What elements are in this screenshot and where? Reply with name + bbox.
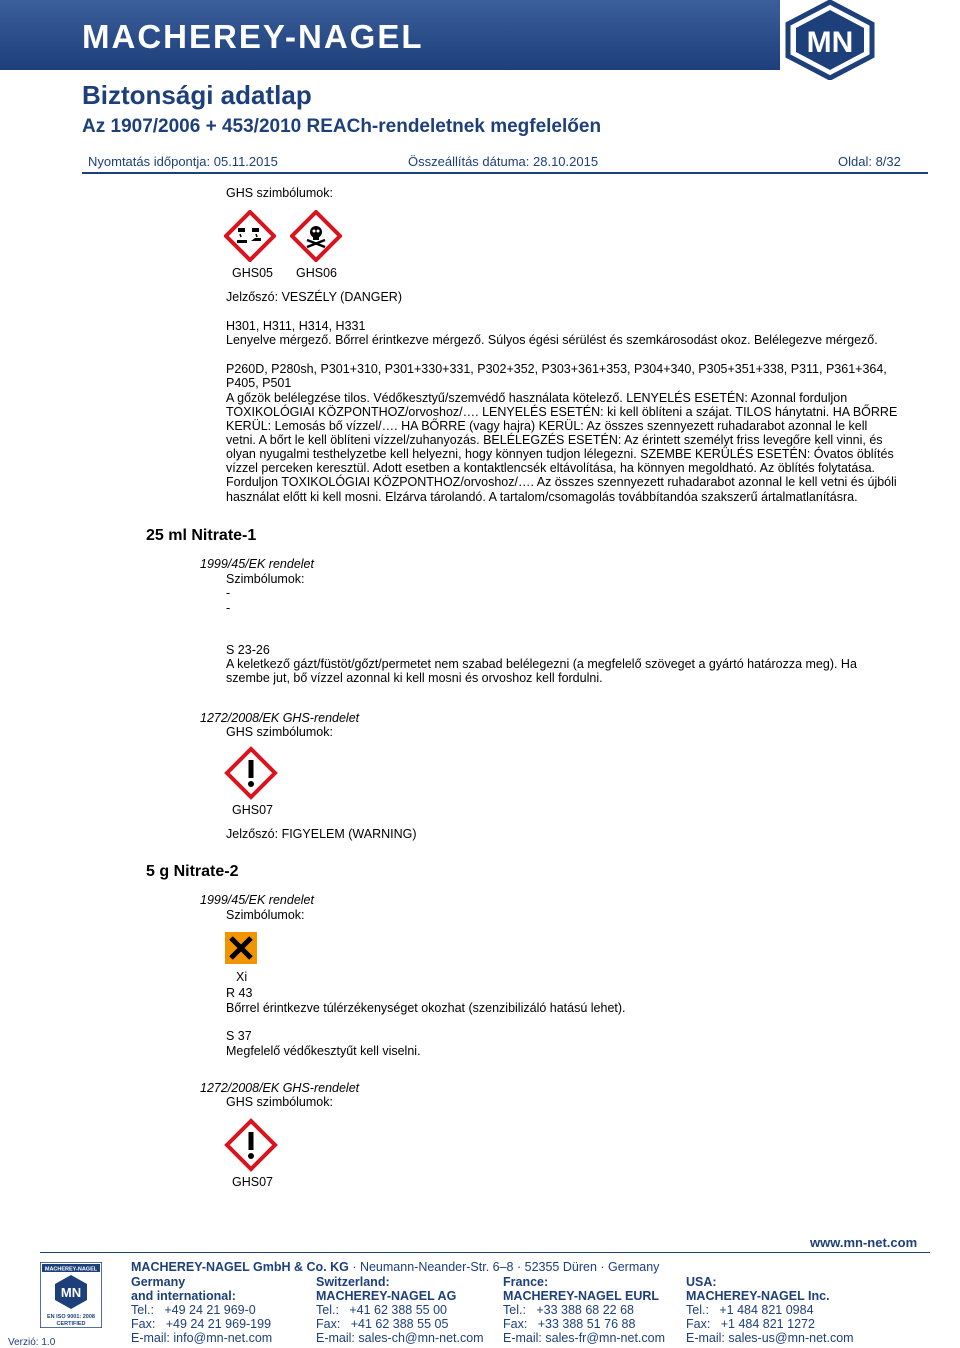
website: www.mn-net.com: [810, 1235, 918, 1250]
safety-text: Megfelelő védőkesztyűt kell viselni.: [226, 1044, 421, 1058]
phone: Tel.: +41 62 388 55 00: [316, 1303, 448, 1317]
safety-codes: S 23-26: [226, 643, 270, 657]
email: E-mail: info@mn-net.com: [131, 1331, 273, 1345]
pictogram-code: GHS07: [232, 1175, 273, 1189]
version: Verzió: 1.0: [8, 1337, 56, 1348]
email: E-mail: sales-ch@mn-net.com: [316, 1331, 484, 1345]
precaution-text-line: vízzel perceken keresztül. Adott esetben a kontaktlencsék eltávolítása, ha könnyen megoldható. Az öblítés folytatása.: [226, 461, 875, 475]
column-heading: Germany: [131, 1275, 186, 1289]
symbols-label: Szimbólumok:: [226, 908, 305, 922]
ghs-symbols-label: GHS szimbólumok:: [226, 1095, 333, 1109]
precaution-codes: P405, P501: [226, 376, 292, 390]
symbols-label: Szimbólumok:: [226, 572, 305, 586]
print-date: Nyomtatás időpontja: 05.11.2015: [88, 154, 278, 169]
risk-text: Bőrrel érintkezve túlérzékenységet okozhat (szenzibilizáló hatású lehet).: [226, 1001, 626, 1015]
ghs-regulation: 1272/2008/EK GHS-rendelet: [200, 1081, 360, 1095]
cert-text: EN ISO 9001: 2008: [46, 1314, 96, 1320]
safety-code: S 37: [226, 1029, 252, 1043]
symbol-value: -: [226, 586, 231, 600]
precaution-codes: P260D, P280sh, P301+310, P301+330+331, P302+352, P303+361+353, P304+340, P305+351+338, P311, P361+364,: [226, 362, 887, 376]
fax: Fax: +49 24 21 969-199: [131, 1317, 272, 1331]
pictogram-code: GHS05: [232, 266, 273, 280]
cert-logo-text: MN: [60, 1285, 82, 1300]
page-number: Oldal: 8/32: [838, 154, 901, 169]
fax: Fax: +41 62 388 55 05: [316, 1317, 449, 1331]
product-name: 5 g Nitrate-2: [146, 863, 239, 880]
eu-regulation: 1999/45/EK rendelet: [200, 893, 314, 907]
column-heading: France:: [503, 1275, 549, 1289]
pictogram-code: GHS07: [232, 803, 273, 817]
column-subheading: MACHEREY-NAGEL EURL: [503, 1289, 660, 1303]
footer-divider: [40, 1252, 930, 1253]
product-name: 25 ml Nitrate-1: [146, 527, 257, 544]
precaution-text-line: olyan nyugalmi testhelyzetbe kell helyezni, hogy könnyen tudjon lélegezni. SZEMBE KERÜLÉS ESETÉN: Óvatos öblítés: [226, 447, 894, 461]
document-subtitle: Az 1907/2006 + 453/2010 REACh-rendeletnek megfelelően: [82, 116, 602, 137]
signal-word: Jelzőszó: VESZÉLY (DANGER): [226, 290, 402, 304]
email: E-mail: sales-us@mn-net.com: [686, 1331, 854, 1345]
logo-text: MN: [806, 26, 854, 59]
precaution-text-line: használat előtt ki kell mosni. Elzárva tárolandó. A tartalom/csomagolás továbbítandóa szakszerű ártalmatlanításra.: [226, 490, 858, 504]
exclamation-mark-icon: [224, 1118, 278, 1172]
safety-text: szembe jut, bő vízzel azonnal ki kell mosni és orvoshoz kell fordulni.: [226, 671, 603, 685]
column-subheading: MACHEREY-NAGEL Inc.: [686, 1289, 830, 1303]
eu-regulation: 1999/45/EK rendelet: [200, 557, 314, 571]
company-line: [131, 1260, 659, 1274]
pictogram-code: GHS06: [296, 266, 337, 280]
precaution-text-line: KERÜL: Lemosás bő vízzel/…. HA BŐRRE (vagy hajra) KERÜL: Az összes szennyezett ruhadarabot azonnal le kell: [226, 419, 868, 433]
hazard-statements: Lenyelve mérgező. Bőrrel érintkezve mérgező. Súlyos égési sérülést és szemkárosodást okoz. Belélegezve mérgező.: [226, 333, 878, 347]
signal-word: Jelzőszó: FIGYELEM (WARNING): [226, 827, 417, 841]
symbol-code: Xi: [236, 970, 248, 984]
ghs-regulation: 1272/2008/EK GHS-rendelet: [200, 711, 360, 725]
column-subheading: MACHEREY-NAGEL AG: [316, 1289, 457, 1303]
fax: Fax: +33 388 51 76 88: [503, 1317, 636, 1331]
precaution-text-line: A gőzök belélegzése tilos. Védőkesztyű/szemvédő használata kötelező. LENYELÉS ESETÉN: Azonnal forduljon: [226, 391, 848, 405]
irritant-x-icon: [225, 932, 257, 964]
phone: Tel.: +49 24 21 969-0: [131, 1303, 256, 1317]
brand-name: MACHEREY-NAGEL: [82, 18, 424, 55]
column-heading: USA:: [686, 1275, 717, 1289]
skull-crossbones-icon: [290, 210, 342, 262]
company-address: · Neumann-Neander-Str. 6–8 · 52355 Düren · Germany: [348, 1260, 660, 1274]
ghs-symbols-label: GHS szimbólumok:: [226, 186, 333, 200]
safety-text: A keletkező gázt/füstöt/gőzt/permetet nem szabad belélegezni (a megfelelő szöveget a gyártó határozza meg). Ha: [226, 657, 857, 671]
email: E-mail: sales-fr@mn-net.com: [503, 1331, 666, 1345]
cert-text: CERTIFIED: [56, 1321, 86, 1327]
column-heading: Switzerland:: [316, 1275, 390, 1289]
precaution-text-line: TOXIKOLÓGIAI KÖZPONTHOZ/orvoshoz/…. LENYELÉS ESETÉN: ki kell öblíteni a szájat. TILOS hánytatni. HA BŐRRE: [226, 405, 898, 419]
company-name: MACHEREY-NAGEL GmbH & Co. KG: [131, 1260, 349, 1274]
ghs-symbols-label: GHS szimbólumok:: [226, 725, 333, 739]
header-divider: [82, 172, 928, 174]
phone: Tel.: +1 484 821 0984: [686, 1303, 814, 1317]
risk-code: R 43: [226, 986, 253, 1000]
document-title: Biztonsági adatlap: [82, 80, 312, 110]
phone: Tel.: +33 388 68 22 68: [503, 1303, 635, 1317]
precaution-text-line: Forduljon TOXIKOLÓGIAI KÖZPONTHOZ/orvoshoz/…. Az összes szennyezett ruhadarabot azonnal le kell vetni és újbóli: [226, 475, 897, 489]
exclamation-mark-icon: [224, 746, 278, 800]
cert-brand: MACHEREY-NAGEL: [44, 1266, 98, 1273]
compile-date: Összeállítás dátuma: 28.10.2015: [408, 154, 599, 169]
fax: Fax: +1 484 821 1272: [686, 1317, 815, 1331]
column-subheading: and international:: [131, 1289, 236, 1303]
hazard-codes: H301, H311, H314, H331: [226, 319, 366, 333]
symbol-value: -: [226, 601, 231, 615]
precaution-text-line: vetni. A bőrt le kell öblíteni vízzel/zuhanyozás. BELÉLEGZÉS ESETÉN: Az érintett személyt friss levegőre kell vinni, és: [226, 433, 883, 447]
mn-logo-icon: [780, 0, 880, 80]
iso-certificate-icon: [40, 1262, 102, 1328]
corrosion-icon: [224, 210, 276, 262]
